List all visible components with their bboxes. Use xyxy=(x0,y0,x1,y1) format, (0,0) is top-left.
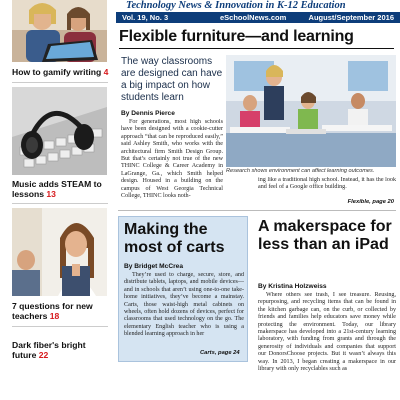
sidebar-item-page: 18 xyxy=(49,311,60,321)
headline-rule xyxy=(119,48,394,49)
makerspace-byline: By Kristina Holzweiss xyxy=(258,283,327,290)
issue-volume: Vol. 19, No. 3 xyxy=(122,13,169,22)
lead-byline: By Dennis Pierce xyxy=(121,110,175,117)
sidebar-item-new-teachers[interactable] xyxy=(12,301,110,321)
lead-deck: The way classrooms are designed can have a big impact on how students learn xyxy=(121,56,223,103)
masthead-tagline: Technology News & Innovation in K-12 Education xyxy=(126,0,346,11)
makerspace-headline[interactable]: A makerspace for less than an iPad xyxy=(258,218,392,253)
sidebar-item-text: Dark fiber's bright future xyxy=(12,340,86,360)
sidebar-divider xyxy=(12,82,108,83)
sidebar-item-page: 22 xyxy=(38,350,49,360)
carts-byline: By Bridget McCrea xyxy=(124,263,183,270)
carts-headline[interactable]: Making the most of carts xyxy=(124,221,225,256)
sidebar-item-text: 7 questions for new teachers xyxy=(12,301,93,321)
gamify-writing-photo[interactable] xyxy=(12,0,107,62)
sidebar-item-page: 13 xyxy=(46,189,56,199)
new-teachers-photo[interactable] xyxy=(12,208,107,296)
music-steam-photo[interactable] xyxy=(12,87,107,175)
lead-headline[interactable]: Flexible furniture—and learning xyxy=(119,28,354,45)
sidebar xyxy=(0,0,112,400)
sidebar-item-page: 4 xyxy=(103,67,109,77)
sidebar-item-text: Music adds STEAM to lessons xyxy=(12,179,102,199)
sidebar-item-text: How to gamify writing xyxy=(12,67,102,77)
makerspace-body: Where others see trash, I see treasure. Reusing, repurposing, and recycling items that can be found in the kitchen garbage can, on the curb, or collected by friends and families help educators save money while protecting the environment. Today, our library makerspace has developed into a 21st-century learning laboratory, with funding from grants and through the generosity of individuals and companies that support our DonorsChoose projects. But it wasn’t always this way. In 2013, I began creating a makerspace in our library with only recyclables such as xyxy=(258,292,396,373)
sidebar-divider xyxy=(12,326,108,327)
section-divider xyxy=(118,210,396,211)
sidebar-item-dark-fiber[interactable] xyxy=(12,340,110,360)
sidebar-item-gamify-writing[interactable] xyxy=(12,67,110,77)
issue-bar xyxy=(116,12,400,23)
sidebar-divider xyxy=(12,203,108,204)
lead-jump-link[interactable]: Flexible, page 20 xyxy=(347,199,394,205)
classroom-photo[interactable] xyxy=(226,55,396,167)
lead-body-column-2: ing like a traditional high school. Instead, it has the look and feel of a Google office building. xyxy=(258,177,396,191)
carts-jump-link[interactable]: Carts, page 24 xyxy=(200,350,240,356)
sidebar-item-music-steam[interactable] xyxy=(12,179,110,199)
lead-body-column-1: For generations, most high schools have been designed with a cookie-cutter approach “that can be reproduced easily,” said Ashley Smith, who works with the architectural firm Smith Design Group. But that’s certainly not true of the new THINC College & Career Academy in LaGrange, Ga., which Smith helped design. Housed in a building on the campus of West Georgia Technical College, THINC looks noth- xyxy=(121,119,223,200)
masthead xyxy=(116,0,400,24)
photo-caption: Research shows environment can affect learning outcomes. xyxy=(226,168,375,174)
site-link[interactable]: eSchoolNews.com xyxy=(220,13,287,22)
issue-date: August/September 2016 xyxy=(308,13,394,22)
carts-body: They’re used to charge, secure, store, and distribute tablets, laptops, and mobile devices—and in schools that aren’t using one-to-one take-home initiatives, they’ve become a mainstay. Carts, those waist-high metal cabinets on wheels, often hold dozens of devices, perfect for classrooms that used technology on the go. The elementary English teacher who is using a blended learning approach in her xyxy=(124,272,244,338)
